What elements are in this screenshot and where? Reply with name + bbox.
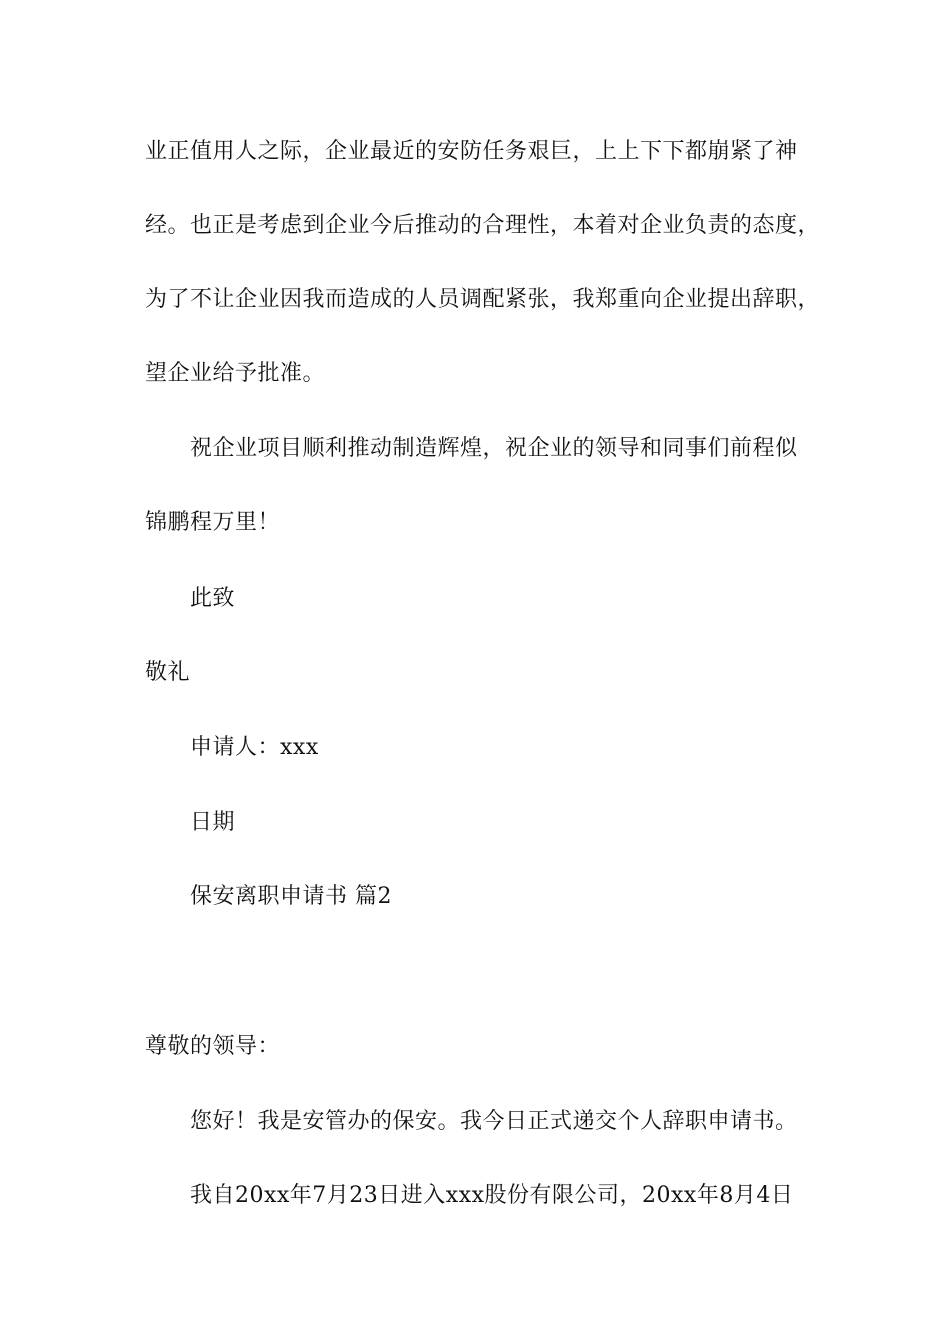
body-paragraph-line: 业正值用人之际，企业最近的安防任务艰巨，上上下下都崩紧了神 bbox=[145, 139, 798, 164]
wishes-paragraph-line: 锦鹏程万里！ bbox=[145, 510, 281, 535]
applicant-line: 申请人：xxx bbox=[190, 735, 319, 760]
body-paragraph-line: 为了不让企业因我而造成的人员调配紧张，我郑重向企业提出辞职， bbox=[145, 287, 821, 312]
body-paragraph-line: 望企业给予批准。 bbox=[145, 361, 326, 386]
wishes-paragraph-line: 祝企业项目顺利推动制造辉煌，祝企业的领导和同事们前程似 bbox=[190, 436, 798, 461]
body-paragraph-line: 我自20xx年7月23日进入xxx股份有限公司，20xx年8月4日 bbox=[190, 1183, 794, 1208]
greeting-line: 尊敬的领导： bbox=[145, 1034, 281, 1059]
body-paragraph-line: 您好！我是安管办的保安。我今日正式递交个人辞职申请书。 bbox=[190, 1109, 798, 1134]
closing-salutation: 此致 bbox=[190, 586, 236, 611]
body-paragraph-line: 经。也正是考虑到企业今后推动的合理性，本着对企业负责的态度， bbox=[145, 213, 821, 238]
section-title: 保安离职申请书 篇2 bbox=[190, 884, 392, 909]
closing-regards: 敬礼 bbox=[145, 660, 191, 685]
date-line: 日期 bbox=[190, 810, 236, 835]
